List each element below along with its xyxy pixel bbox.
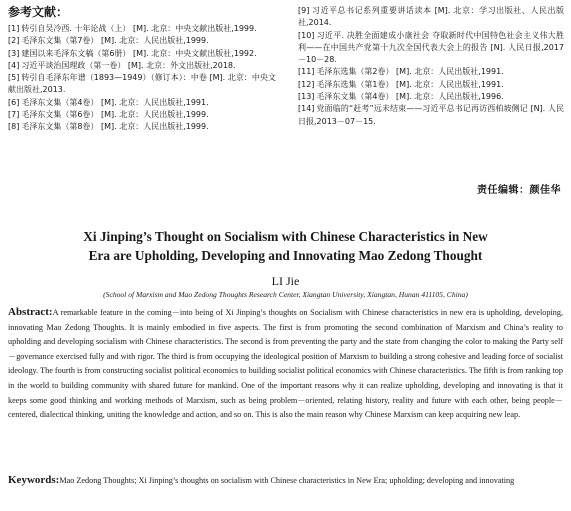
reference-text: 毛泽东文集（第4卷） [M]. 北京：人民出版社,1996. xyxy=(316,92,504,102)
author-name: LI Jie xyxy=(271,274,300,288)
reference-number: [8] xyxy=(8,122,20,132)
reference-text: 党面临的“赶考”远未结束——习近平总书记再访西柏坡侧记 [N]. 人民日报,2013－07－15. xyxy=(298,104,564,126)
author-affiliation: (School of Marxism and Mao Zedong Thoughts Research Center, Xiangtan University, Xiangtan, Hunan 411105, China) xyxy=(103,290,468,299)
reference-text: 毛泽东文集（第8卷） [M]. 北京：人民出版社,1999. xyxy=(21,122,209,132)
reference-number: [6] xyxy=(8,97,20,107)
paper-title-line-1: Xi Jinping’s Thought on Socialism with Chinese Characteristics in New xyxy=(83,229,488,244)
abstract-text: A remarkable feature in the coming－into being of Xi Jinping’s thoughts on Socialism with Chinese characteristics in new era is upholding, developing, innovating Mao Zedong Thoughts. It is mainly embodied in five aspects. The first is from promoting the second combination of Marxism and China’s reality to upholding and developing socialism with Chinese characteristics. The second is from preventing the party and the state from changing the color to making the Party self－governance exercised fully and with rigor. The third is from occupying the ideological position of Marxism to building a strong cohesive and leading force of socialist ideology. The fourth is from constructing socialist political economics to building socialist political economics with Chinese characteristics. The fifth is from ranking top in the world to building community with shared future for mankind. One of the important reasons why it can realize upholding, developing and innovating is that it keeps some good thinking and working methods of Marxism, such as being problem－oriented, relating history, reality and future with each other, being people－centered, dialectical thinking, uniting the knowledge and action, and so on. This is also the main reason why Chinese Marxism can keep acquiring new leap. xyxy=(8,308,563,420)
reference-number: [14] xyxy=(298,104,315,114)
reference-text: 毛泽东选集（第2卷） [M]. 北京：人民出版社,1991. xyxy=(316,67,504,77)
reference-number: [7] xyxy=(8,110,20,120)
reference-item xyxy=(8,109,276,121)
references-right-column xyxy=(298,5,564,128)
reference-item xyxy=(8,48,276,60)
responsible-editor: 责任编辑：颜佳华 xyxy=(477,185,561,196)
reference-item xyxy=(8,23,276,35)
paper-title-line-2: Era are Upholding, Developing and Innovating Mao Zedong Thought xyxy=(88,248,483,263)
reference-item xyxy=(298,5,564,30)
reference-number: [10] xyxy=(298,30,315,40)
reference-text: 毛泽东选集（第1卷） [M]. 北京：人民出版社,1991. xyxy=(316,79,504,89)
reference-item xyxy=(298,66,564,78)
reference-number: [9] xyxy=(298,6,310,15)
reference-item xyxy=(298,79,564,91)
reference-text: 习近平. 决胜全面建成小康社会 夺取新时代中国特色社会主义伟大胜利——在中国共产党第十九次全国代表大会上的报告 [N]. 人民日报,2017－10－28. xyxy=(298,30,564,65)
reference-text: 毛泽东文集（第4卷） [M]. 北京：人民出版社,1991. xyxy=(21,97,209,107)
reference-item xyxy=(298,30,564,67)
reference-number: [1] xyxy=(8,24,20,33)
reference-item xyxy=(298,103,564,128)
reference-number: [11] xyxy=(298,67,315,77)
reference-item xyxy=(298,91,564,103)
reference-text: 转引自吴冷西. 十年论战（上） [M]. 北京：中央文献出版社,1999. xyxy=(21,24,257,33)
reference-number: [2] xyxy=(8,36,20,46)
references-list-right xyxy=(298,5,564,128)
references-list-left xyxy=(8,23,276,134)
reference-item xyxy=(8,60,276,72)
reference-number: [3] xyxy=(8,48,20,58)
reference-number: [12] xyxy=(298,79,315,89)
abstract-label: Abstract: xyxy=(8,306,53,318)
paper-title xyxy=(20,227,551,265)
keywords xyxy=(8,473,563,489)
abstract xyxy=(8,305,563,423)
reference-number: [13] xyxy=(298,92,315,102)
reference-number: [5] xyxy=(8,73,20,83)
keywords-label: Keywords: xyxy=(8,474,60,486)
references-heading: 参考文献： xyxy=(8,5,69,19)
reference-item xyxy=(8,97,276,109)
reference-item xyxy=(8,121,276,133)
reference-text: 毛泽东文集（第7卷） [M]. 北京：人民出版社,1999. xyxy=(21,36,209,46)
reference-item xyxy=(8,35,276,47)
references-left-column xyxy=(8,5,276,134)
reference-text: 转引自毛泽东年谱（1893—1949）（修订本）：中卷 [M]. 北京：中央文献出版社,2013. xyxy=(8,73,276,95)
keywords-text: Mao Zedong Thoughts; Xi Jinping’s thoughts on socialism with Chinese characteristics in New Era; upholding; developing and innovating xyxy=(59,476,515,485)
reference-text: 毛泽东文集（第6卷） [M]. 北京：人民出版社,1999. xyxy=(21,110,209,120)
reference-text: 习近平总书记系列重要讲话读本 [M]. 北京：学习出版社、人民出版社,2014. xyxy=(298,6,564,28)
reference-number: [4] xyxy=(8,60,20,70)
reference-text: 建国以来毛泽东文稿（第6册） [M]. 北京：中央文献出版社,1992. xyxy=(21,48,257,58)
reference-text: 习近平谈治国理政（第一卷） [M]. 北京：外文出版社,2018. xyxy=(21,60,236,70)
reference-item xyxy=(8,72,276,97)
